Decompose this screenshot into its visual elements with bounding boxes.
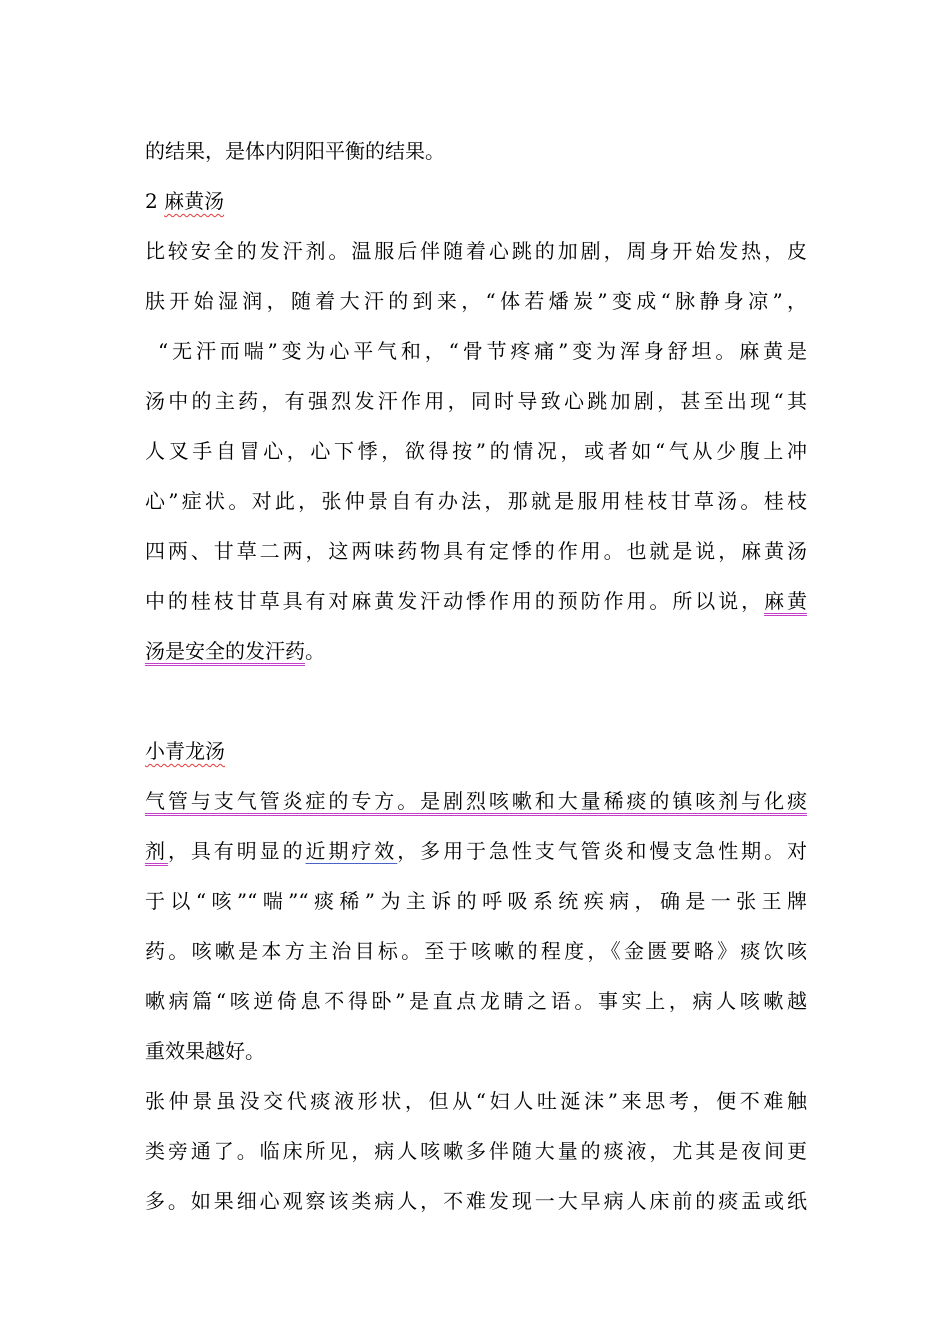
underlined-phrase: 近期疗效	[305, 839, 398, 863]
text-line: 汤是安全的发汗药。	[145, 639, 325, 663]
text-line: 嗽病篇“咳逆倚息不得卧”是直点龙睛之语。事实上，病人咳嗽越	[145, 989, 807, 1013]
highlighted-phrase: 汤是安全的发汗药	[145, 639, 305, 663]
text-line: 张仲景虽没交代痰液形状，但从“妇人吐涎沫”来思考，便不难触	[145, 1089, 807, 1113]
text-line: 类旁通了。临床所见，病人咳嗽多伴随大量的痰液，尤其是夜间更	[145, 1139, 807, 1163]
text-line: 人叉手自冒心，心下悸，欲得按”的情况，或者如“气从少腹上冲	[145, 439, 807, 463]
section-number: 2	[145, 189, 158, 213]
highlighted-phrase: 剂	[145, 839, 168, 863]
text-line: 剂，具有明显的近期疗效，多用于急性支气管炎和慢支急性期。对	[145, 839, 808, 863]
text-line: 重效果越好。	[145, 1039, 265, 1063]
highlighted-phrase: 气管与支气管炎症的专方。是剧烈咳嗽和大量稀痰的镇咳剂与化痰	[145, 789, 807, 813]
highlighted-phrase: 麻黄	[764, 589, 808, 613]
text-line: 心”症状。对此，张仲景自有办法，那就是服用桂枝甘草汤。桂枝	[145, 489, 807, 513]
text-line: 四两、甘草二两，这两味药物具有定悸的作用。也就是说，麻黄汤	[145, 539, 807, 563]
text-line: 中的桂枝甘草具有对麻黄发汗动悸作用的预防作用。所以说，麻黄	[145, 589, 808, 613]
text-line: 的结果，是体内阴阳平衡的结果。	[145, 139, 445, 163]
section-title: 麻黄汤	[164, 189, 225, 213]
text-line: 肤开始湿润，随着大汗的到来，“体若燔炭”变成“脉静身凉”，	[145, 289, 807, 313]
text-line: 药。咳嗽是本方主治目标。至于咳嗽的程度，《金匮要略》痰饮咳	[145, 939, 807, 963]
section-heading	[145, 187, 807, 215]
text-line: 多。如果细心观察该类病人，不难发现一大早病人床前的痰盂或纸	[145, 1189, 807, 1213]
text-line: 比较安全的发汗剂。温服后伴随着心跳的加剧，周身开始发热，皮	[145, 239, 807, 263]
text-line: “无汗而喘”变为心平气和，“骨节疼痛”变为浑身舒坦。麻黄是	[158, 339, 807, 363]
section-heading	[145, 737, 807, 765]
section-title: 小青龙汤	[145, 739, 225, 763]
text-line: 于以“咳”“喘”“痰稀”为主诉的呼吸系统疾病，确是一张王牌	[145, 889, 807, 913]
text-line	[145, 787, 807, 815]
text-line: 汤中的主药，有强烈发汗作用，同时导致心跳加剧，甚至出现“其	[145, 389, 807, 413]
